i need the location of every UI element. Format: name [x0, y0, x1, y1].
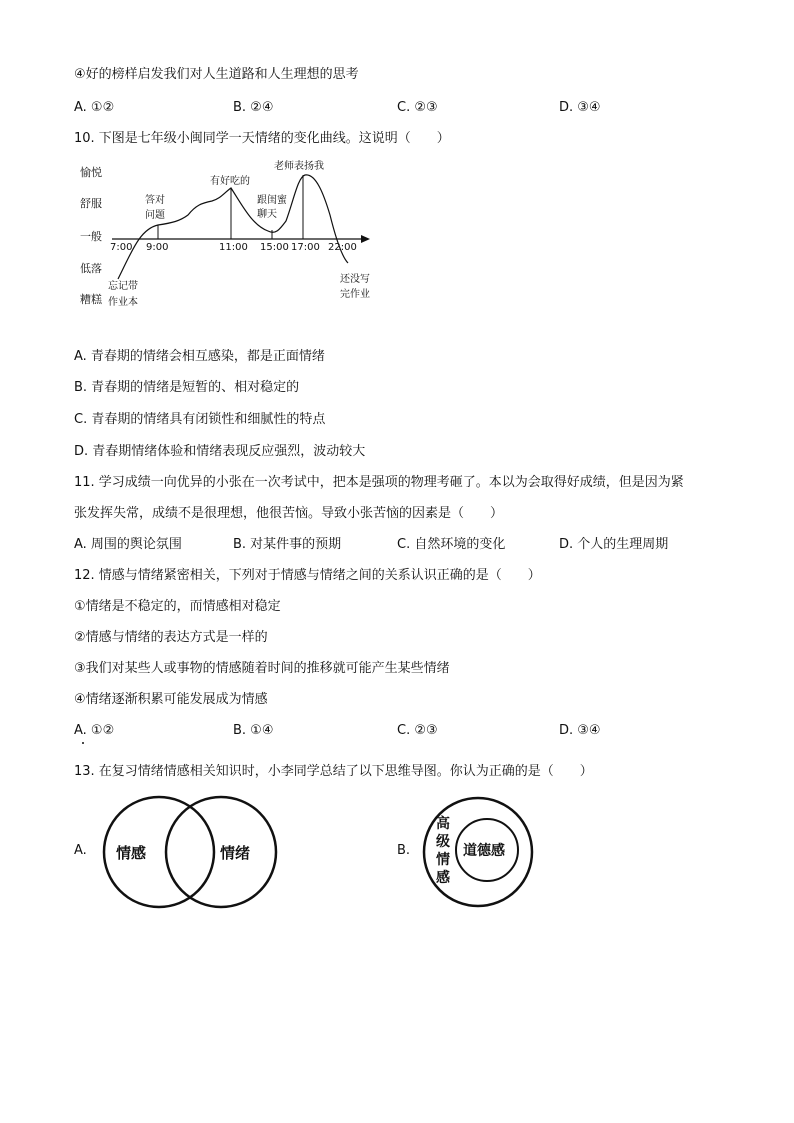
- outer-char: 级: [436, 834, 450, 850]
- q12-stem: 12. 情感与情绪紧密相关，下列对于情感与情绪之间的关系认识正确的是（ ）: [74, 568, 541, 583]
- q11-option-b: B. 对某件事的预期: [233, 537, 342, 552]
- q9-option-d: D. ③④: [559, 100, 601, 115]
- q12-option-b: B. ①④: [233, 723, 274, 738]
- event-label: 还没写: [340, 274, 370, 285]
- event-label: 老师表扬我: [274, 161, 324, 172]
- outer-char: 情: [436, 852, 450, 868]
- inner-label: 道德感: [463, 843, 505, 859]
- level-label: 一般: [80, 230, 102, 243]
- level-label: 低落: [80, 262, 102, 275]
- q13-option-b-label: B.: [397, 843, 411, 858]
- level-label: 糟糕: [80, 293, 102, 306]
- event-label: 完作业: [340, 289, 370, 300]
- q9-item-4: ④好的榜样启发我们对人生道路和人生理想的思考: [74, 67, 359, 82]
- event-label: 跟闺蜜: [257, 195, 287, 206]
- event-label: 问题: [145, 210, 165, 221]
- emotion-curve: [118, 175, 348, 279]
- q13-option-a-label: A.: [74, 843, 87, 858]
- q12-option-a: A. ①②: [74, 723, 115, 738]
- q13-stem: 13. 在复习情绪情感相关知识时，小李同学总结了以下思维导图。你认为正确的是（ ）: [74, 764, 593, 779]
- q11-option-d: D. 个人的生理周期: [559, 537, 669, 552]
- time-label: 11:00: [219, 242, 248, 253]
- event-label: 作业本: [108, 297, 138, 308]
- emotion-curve-figure: [72, 155, 392, 315]
- event-label: 答对: [145, 195, 165, 206]
- q12-item-1: ①情绪是不稳定的，而情感相对稳定: [74, 599, 281, 614]
- time-label: 9:00: [146, 242, 169, 253]
- outer-char: 感: [436, 870, 450, 886]
- event-label: 忘记带: [108, 281, 138, 292]
- q11-stem-line-2: 张发挥失常，成绩不是很理想，他很苦恼。导致小张苦恼的因素是（ ）: [74, 506, 504, 521]
- q12-item-2: ②情感与情绪的表达方式是一样的: [74, 630, 268, 645]
- q9-option-b: B. ②④: [233, 100, 274, 115]
- q10-option-a: A. 青春期的情绪会相互感染，都是正面情绪: [74, 349, 325, 364]
- q12-option-d: D. ③④: [559, 723, 601, 738]
- q11-stem-line-1: 11. 学习成绩一向优异的小张在一次考试中，把本是强项的物理考砸了。本以为会取得好成绩，但是因为紧: [74, 475, 684, 490]
- venn-right-label: 情绪: [220, 844, 251, 862]
- outer-char: 高: [436, 816, 450, 832]
- event-label: 聊天: [257, 209, 277, 220]
- axis-arrow: [361, 235, 370, 243]
- q9-option-c: C. ②③: [397, 100, 438, 115]
- q10-option-c: C. 青春期的情绪具有闭锁性和细腻性的特点: [74, 412, 326, 427]
- nested-circle-diagram: [418, 792, 538, 912]
- venn-diagram: [90, 792, 290, 912]
- q10-option-d: D. 青春期情绪体验和情绪表现反应强烈，波动较大: [74, 444, 366, 459]
- time-label: 7:00: [110, 242, 133, 253]
- level-label: 舒服: [80, 197, 102, 210]
- q10-option-b: B. 青春期的情绪是短暂的、相对稳定的: [74, 380, 300, 395]
- event-label: 有好吃的: [210, 176, 250, 187]
- time-label: 17:00: [291, 242, 320, 253]
- time-label: 22:00: [328, 242, 357, 253]
- q9-option-a: A. ①②: [74, 100, 115, 115]
- time-label: 15:00: [260, 242, 289, 253]
- q11-option-c: C. 自然环境的变化: [397, 537, 506, 552]
- q11-option-a: A. 周围的舆论氛围: [74, 537, 182, 552]
- venn-left-label: 情感: [116, 844, 147, 862]
- stray-dot: [82, 742, 84, 744]
- q12-item-4: ④情绪逐渐积累可能发展成为情感: [74, 692, 268, 707]
- q12-item-3: ③我们对某些人或事物的情感随着时间的推移就可能产生某些情绪: [74, 661, 450, 676]
- q12-option-c: C. ②③: [397, 723, 438, 738]
- level-label: 愉悦: [80, 166, 102, 179]
- q10-stem: 10. 下图是七年级小闽同学一天情绪的变化曲线。这说明（ ）: [74, 131, 450, 146]
